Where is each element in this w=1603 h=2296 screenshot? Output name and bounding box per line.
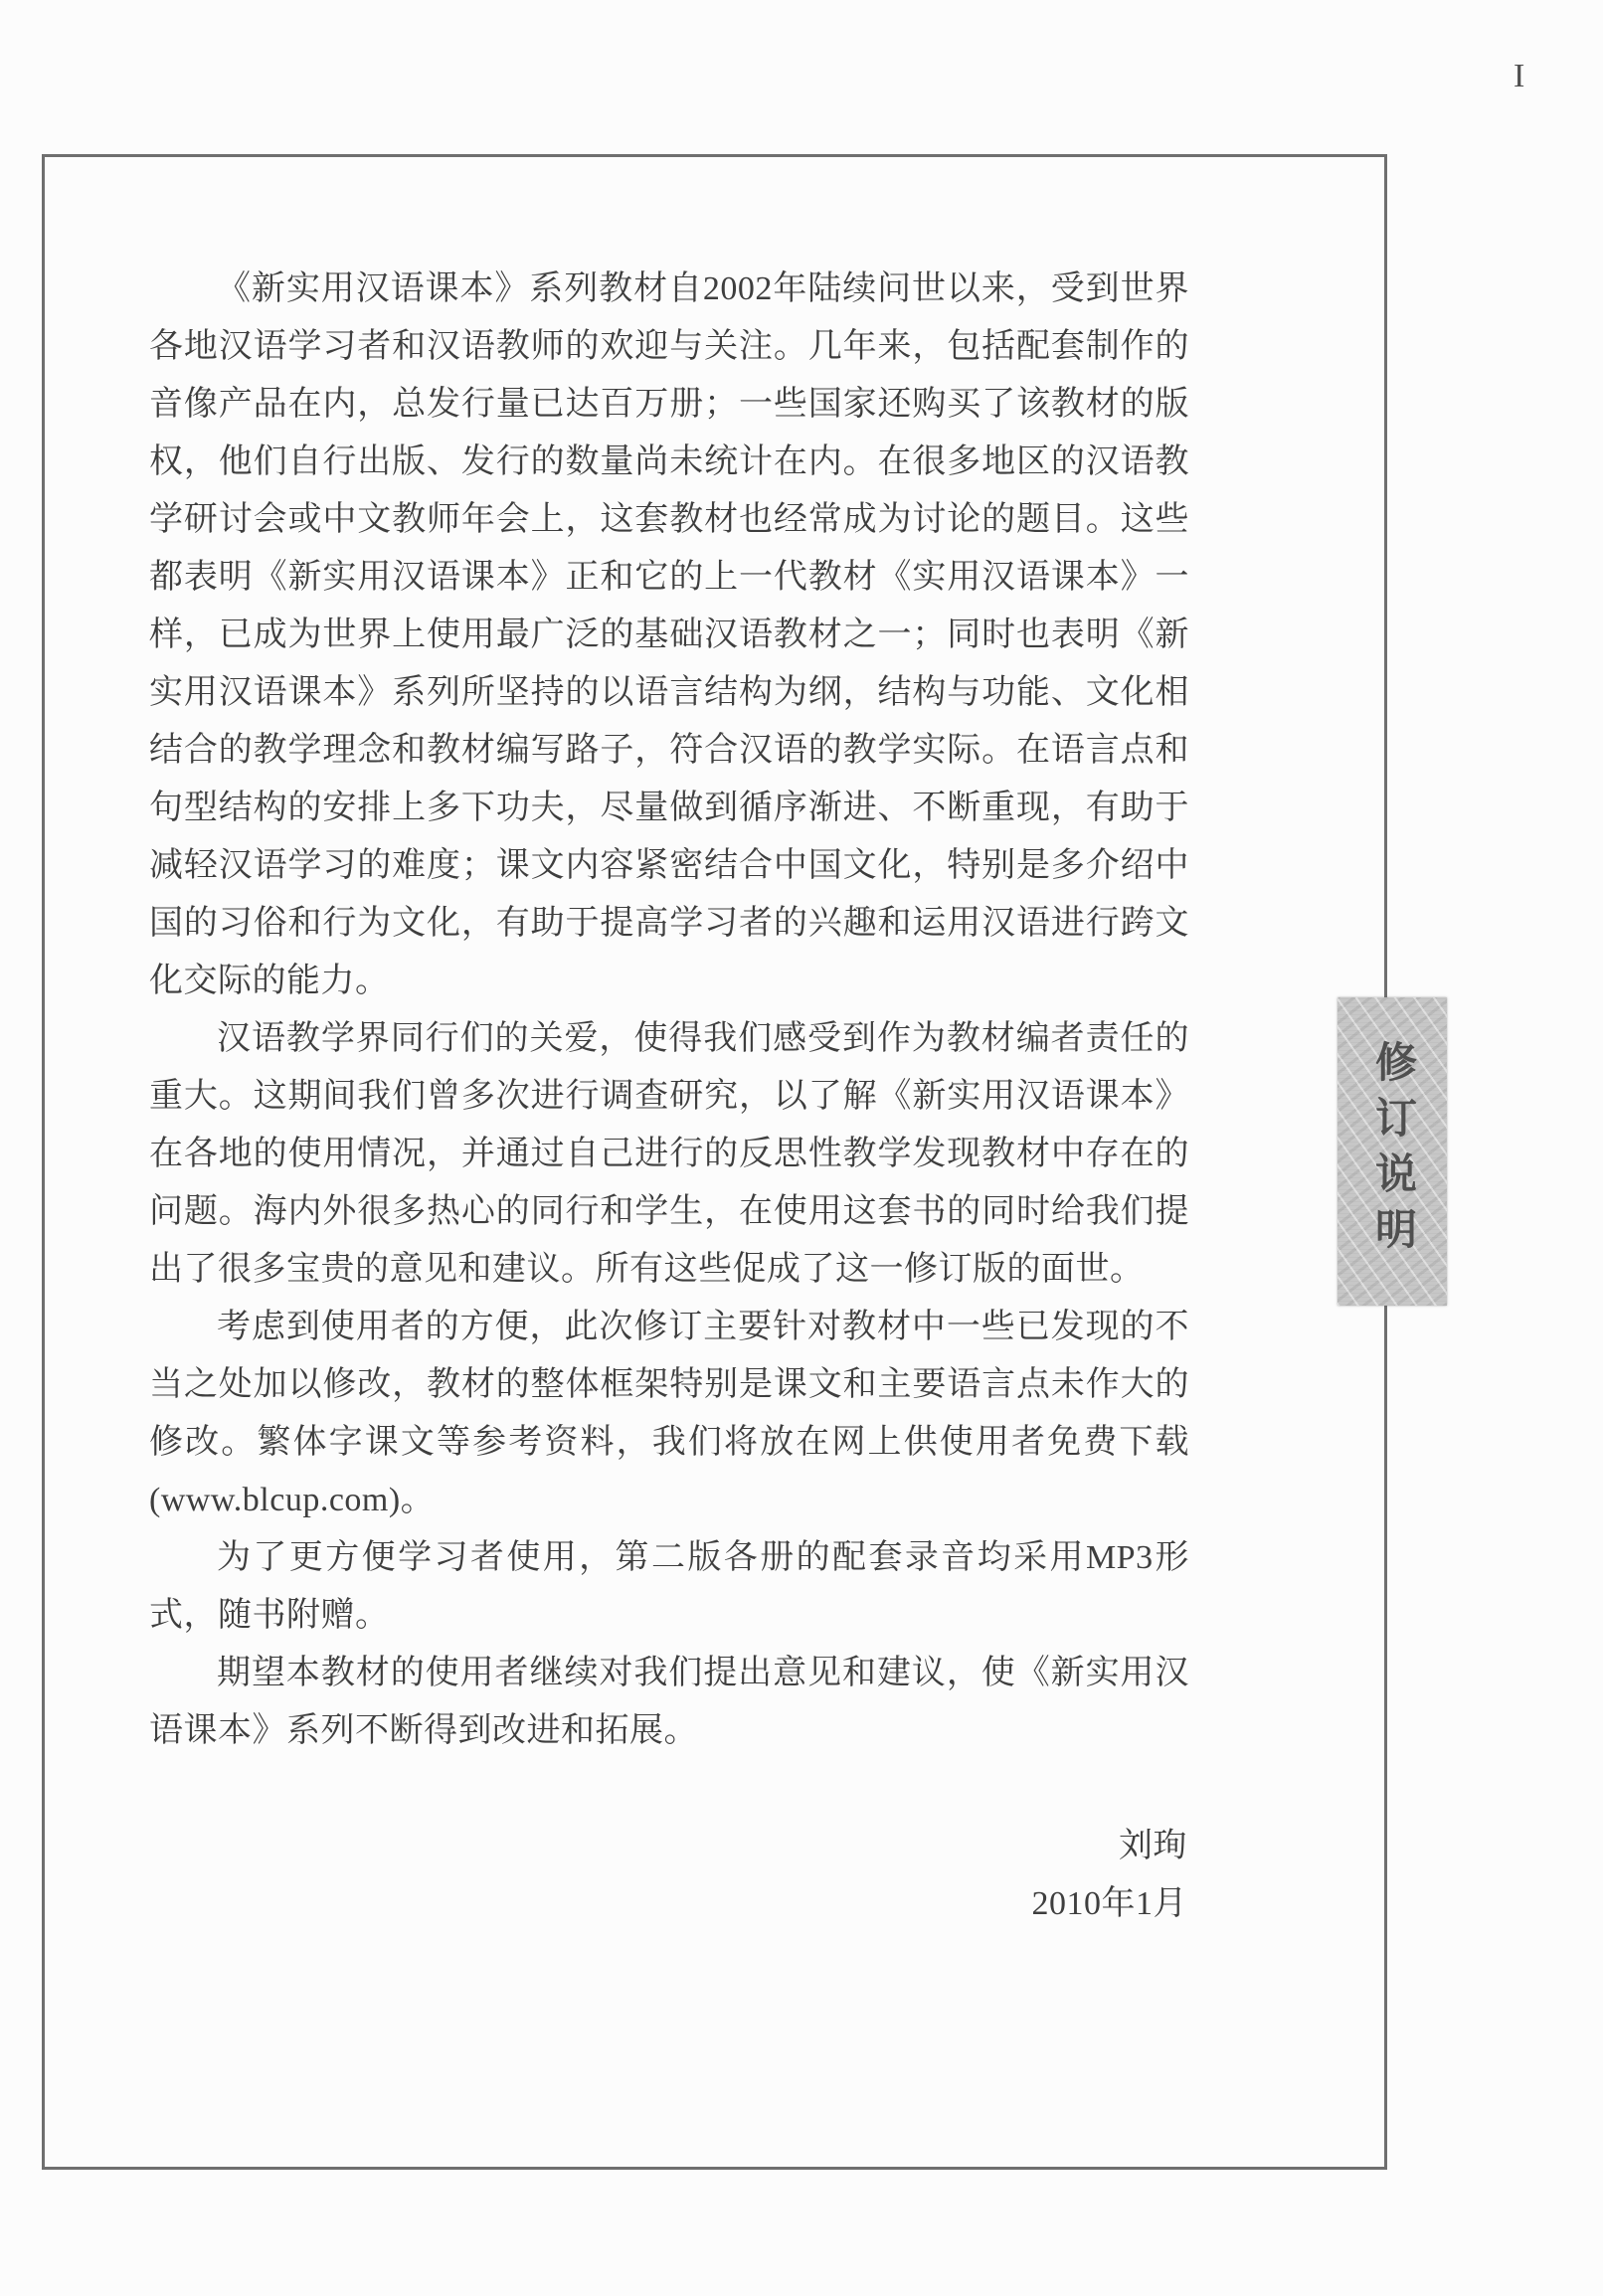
signature-name: 刘珣 bbox=[1119, 1828, 1187, 1864]
preface-paragraph: 《新实用汉语课本》系列教材自2002年陆续问世以来，受到世界各地汉语学习者和汉语教师的欢迎与关注。几年来，包括配套制作的音像产品在内，总发行量已达百万册；一些国家还购买了该教材的版权，他们自行出版、发行的数量尚未统计在内。在很多地区的汉语教学研讨会或中文教师年会上，这套教材也经常成为讨论的题目。这些都表明《新实用汉语课本》正和它的上一代教材《实用汉语课本》一样，已成为世界上使用最广泛的基础汉语教材之一；同时也表明《新实用汉语课本》系列所坚持的以语言结构为纲，结构与功能、文化相结合的教学理念和教材编写路子，符合汉语的教学实际。在语言点和句型结构的安排上多下功夫，尽量做到循序渐进、不断重现，有助于减轻汉语学习的难度；课文内容紧密结合中国文化，特别是多介绍中国的习俗和行为文化，有助于提高学习者的兴趣和运用汉语进行跨文化交际的能力。 bbox=[149, 270, 1189, 999]
page-number-roman: I bbox=[1514, 58, 1525, 94]
preface-text-block bbox=[149, 261, 1189, 1933]
revision-notes-side-tab: 修订说明 bbox=[1337, 997, 1447, 1306]
signature-date: 2010年1月 bbox=[1031, 1885, 1187, 1922]
preface-paragraph: 为了更方便学习者使用，第二版各册的配套录音均采用MP3形式，随书附赠。 bbox=[149, 1539, 1189, 1634]
preface-paragraph: 考虑到使用者的方便，此次修订主要针对教材中一些已发现的不当之处加以修改，教材的整体框架特别是课文和主要语言点未作大的修改。繁体字课文等参考资料，我们将放在网上供使用者免费下载(www.blcup.com)。 bbox=[149, 1309, 1189, 1518]
signature-block bbox=[149, 1818, 1189, 1933]
preface-paragraph: 汉语教学界同行们的关爱，使得我们感受到作为教材编者责任的重大。这期间我们曾多次进行调查研究，以了解《新实用汉语课本》在各地的使用情况，并通过自己进行的反思性教学发现教材中存在的问题。海内外很多热心的同行和学生，在使用这套书的同时给我们提出了很多宝贵的意见和建议。所有这些促成了这一修订版的面世。 bbox=[149, 1020, 1189, 1288]
preface-paragraph: 期望本教材的使用者继续对我们提出意见和建议，使《新实用汉语课本》系列不断得到改进和拓展。 bbox=[149, 1655, 1189, 1749]
